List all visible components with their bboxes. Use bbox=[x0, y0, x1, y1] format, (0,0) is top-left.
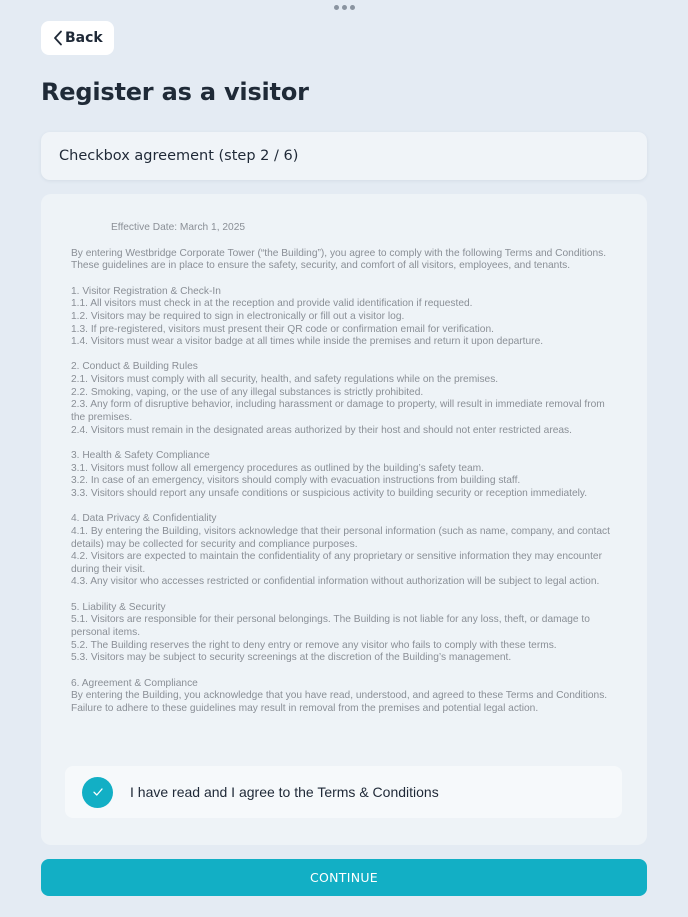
terms-section bbox=[71, 513, 623, 589]
dot bbox=[334, 5, 339, 10]
section-heading: 6. Agreement & Compliance bbox=[71, 677, 198, 689]
section-line: 4.3. Any visitor who accesses restricted or confidential information without authorization will be subject to legal action. bbox=[71, 576, 600, 588]
section-line: Failure to adhere to these guidelines may result in removal from the premises and potential legal action. bbox=[71, 702, 539, 714]
section-line: during their visit. bbox=[71, 563, 146, 575]
terms-sections bbox=[71, 286, 623, 716]
terms-section bbox=[71, 361, 623, 437]
continue-button[interactable] bbox=[41, 859, 647, 896]
section-line: personal items. bbox=[71, 627, 141, 639]
dot bbox=[350, 5, 355, 10]
terms-section bbox=[71, 450, 623, 501]
more-dots-icon[interactable] bbox=[334, 5, 355, 10]
section-line: 3.2. In case of an emergency, visitors should comply with evacuation instructions from building staff. bbox=[71, 475, 521, 487]
section-line: 4.2. Visitors are expected to maintain the confidentiality of any proprietary or sensitive information they may encounter bbox=[71, 551, 602, 563]
agree-checkbox[interactable] bbox=[82, 777, 113, 808]
terms-text bbox=[71, 222, 623, 728]
back-button[interactable] bbox=[41, 21, 114, 55]
section-line: 2.3. Any form of disruptive behavior, including harassment or damage to property, will result in immediate removal from bbox=[71, 399, 605, 411]
section-line: 3.1. Visitors must follow all emergency procedures as outlined by the building’s safety team. bbox=[71, 462, 484, 474]
step-label: Checkbox agreement (step 2 / 6) bbox=[59, 148, 299, 164]
intro-line: These guidelines are in place to ensure the safety, security, and comfort of all visitors, employees, and tenants. bbox=[71, 260, 571, 272]
section-line: 4.1. By entering the Building, visitors acknowledge that their personal information (such as name, company, and contact bbox=[71, 525, 610, 537]
page-title: Register as a visitor bbox=[41, 78, 309, 106]
section-line: 2.4. Visitors must remain in the designated areas authorized by their host and should not enter restricted areas. bbox=[71, 424, 572, 436]
terms-intro bbox=[71, 248, 623, 273]
section-line: 5.1. Visitors are responsible for their personal belongings. The Building is not liable for any loss, theft, or damage to bbox=[71, 614, 590, 626]
section-line: 1.3. If pre-registered, visitors must present their QR code or confirmation email for verification. bbox=[71, 323, 494, 335]
terms-section bbox=[71, 286, 623, 349]
intro-line: By entering Westbridge Corporate Tower (“the Building”), you agree to comply with the following Terms and Conditions. bbox=[71, 247, 607, 259]
section-heading: 3. Health & Safety Compliance bbox=[71, 449, 210, 461]
section-line: details) may be collected for security and compliance purposes. bbox=[71, 538, 358, 550]
section-line: 3.3. Visitors should report any unsafe conditions or suspicious activity to building security or reception immediately. bbox=[71, 487, 588, 499]
back-label: Back bbox=[65, 30, 103, 46]
section-line: By entering the Building, you acknowledge that you have read, understood, and agreed to these Terms and Conditions. bbox=[71, 690, 608, 702]
section-heading: 5. Liability & Security bbox=[71, 601, 166, 613]
terms-section bbox=[71, 602, 623, 665]
continue-label: CONTINUE bbox=[309, 870, 379, 885]
terms-card bbox=[41, 194, 647, 845]
section-heading: 1. Visitor Registration & Check-In bbox=[71, 285, 221, 297]
agree-checkbox-row[interactable] bbox=[65, 766, 622, 818]
agree-label: I have read and I agree to the Terms & Conditions bbox=[130, 784, 439, 800]
section-line: 1.1. All visitors must check in at the reception and provide valid identification if requested. bbox=[71, 298, 473, 310]
section-line: 2.1. Visitors must comply with all security, health, and safety regulations while on the premises. bbox=[71, 374, 499, 386]
section-heading: 2. Conduct & Building Rules bbox=[71, 361, 198, 373]
section-heading: 4. Data Privacy & Confidentiality bbox=[71, 513, 217, 525]
chevron-left-icon bbox=[52, 30, 64, 46]
step-indicator bbox=[41, 132, 647, 180]
section-line: 1.2. Visitors may be required to sign in electronically or fill out a visitor log. bbox=[71, 310, 405, 322]
section-line: 5.2. The Building reserves the right to deny entry or remove any visitor who fails to comply with these terms. bbox=[71, 639, 557, 651]
checkmark-icon bbox=[92, 787, 104, 797]
section-line: 5.3. Visitors may be subject to security screenings at the discretion of the Building’s management. bbox=[71, 652, 512, 664]
section-line: 1.4. Visitors must wear a visitor badge at all times while inside the premises and return it upon departure. bbox=[71, 336, 544, 348]
section-line: the premises. bbox=[71, 412, 133, 424]
dot bbox=[342, 5, 347, 10]
section-line: 2.2. Smoking, vaping, or the use of any illegal substances is strictly prohibited. bbox=[71, 386, 424, 398]
effective-date: Effective Date: March 1, 2025 bbox=[111, 222, 246, 233]
terms-section bbox=[71, 678, 623, 716]
